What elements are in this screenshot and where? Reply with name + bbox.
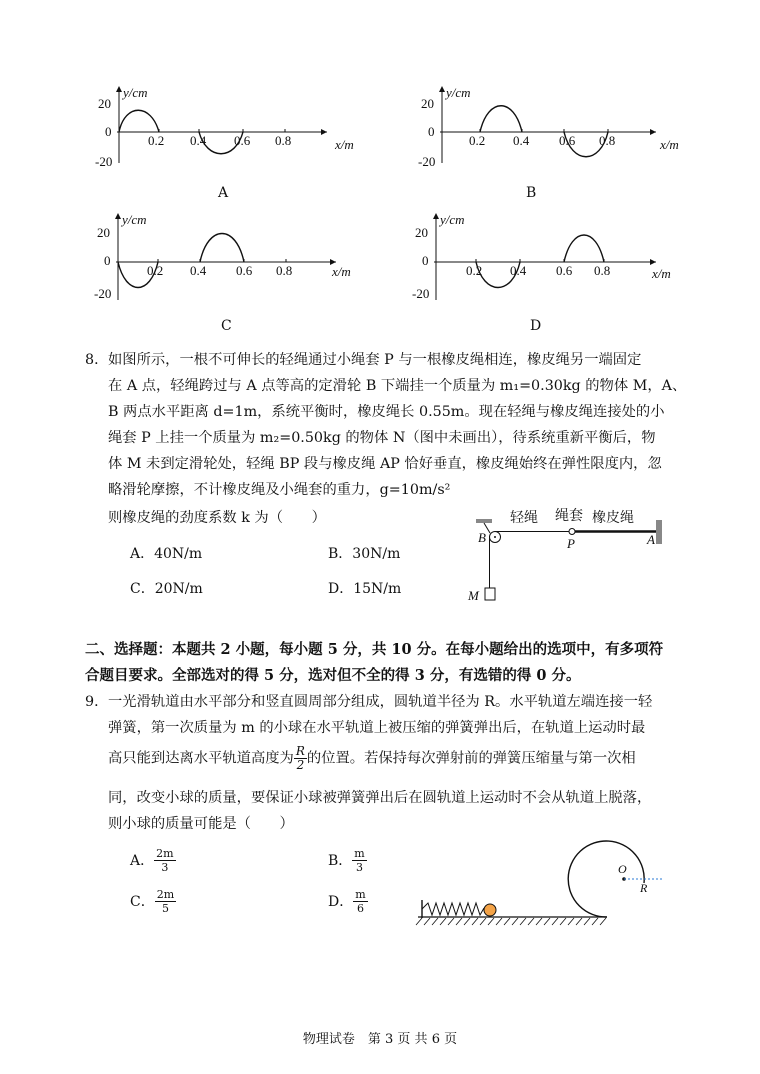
q8-question: 则橡皮绳的劲度系数 k 为（ ） xyxy=(108,510,326,526)
q8-number: 8． xyxy=(85,352,109,368)
q8-option-b[interactable]: B．30N/m xyxy=(328,546,401,562)
graph-label-b: B xyxy=(526,185,537,201)
section-2-heading: 合题目要求。全部选对的得 5 分，选对但不全的得 3 分，有选错的得 0 分。 xyxy=(85,667,581,684)
wave-curve xyxy=(564,235,604,262)
q9-option-a[interactable]: A． $\frac{2m}{3}$ xyxy=(130,846,174,874)
q9-question: 则小球的质量可能是（ ） xyxy=(108,816,294,832)
x-axis-label: x/m xyxy=(660,137,679,152)
y-tick: -20 xyxy=(94,286,112,301)
x-axis-label: x/m xyxy=(652,266,671,281)
y-tick: 20 xyxy=(98,96,111,111)
x-tick: 0.6 xyxy=(559,133,576,148)
y-tick: 20 xyxy=(421,96,434,111)
loop-label: 绳套 xyxy=(555,509,583,524)
y-tick: -20 xyxy=(418,154,436,169)
x-tick: 0.2 xyxy=(469,133,486,148)
x-tick: 0.8 xyxy=(275,133,292,148)
x-axis-label: x/m xyxy=(335,137,354,152)
y-axis-label: y/cm xyxy=(123,85,148,100)
wave-curve xyxy=(119,110,159,132)
q8-line: 绳套 P 上挂一个质量为 m₂=0.50kg 的物体 N（图中未画出），待系统重新平衡后，物 xyxy=(108,430,656,446)
loop-p-label: P xyxy=(567,536,575,551)
center-o-label: O xyxy=(618,862,627,876)
q8-line: 体 M 未到定滑轮处，轻绳 BP 段与橡皮绳 AP 恰好垂直，橡皮绳始终在弹性限度内，忽 xyxy=(108,456,662,472)
q9-figure-loop-track xyxy=(412,830,682,930)
q8-line: 在 A 点，轻绳跨过与 A 点等高的定滑轮 B 下端挂一个质量为 m₁=0.30kg 的物体 M，A、 xyxy=(108,378,687,394)
x-tick: 0.8 xyxy=(594,263,611,278)
x-tick: 0.6 xyxy=(556,263,573,278)
wave-curve xyxy=(200,234,244,263)
y-tick: 20 xyxy=(415,225,428,240)
graph-label-d: D xyxy=(530,318,542,334)
graph-label-c: C xyxy=(221,318,232,334)
rubber-rope-label: 橡皮绳 xyxy=(592,511,634,526)
q8-line: 略滑轮摩擦，不计橡皮绳及小绳套的重力，g=10m/s² xyxy=(108,482,451,498)
x-tick: 0.6 xyxy=(236,263,253,278)
page-footer: 物理试卷 第 3 页 共 6 页 xyxy=(302,1032,458,1047)
y-axis-label: y/cm xyxy=(440,212,465,227)
wave-graph-c xyxy=(92,212,362,307)
x-tick: 0.6 xyxy=(234,133,251,148)
x-tick: 0.2 xyxy=(147,263,164,278)
y-tick: 0 xyxy=(428,124,435,139)
y-tick: -20 xyxy=(412,286,430,301)
q9-option-c[interactable]: C． $\frac{2m}{5}$ xyxy=(130,887,175,915)
wave-graph-b xyxy=(418,85,688,175)
wave-curve xyxy=(480,106,522,132)
y-tick: -20 xyxy=(95,154,113,169)
x-tick: 0.2 xyxy=(148,133,165,148)
mass-m-label: M xyxy=(468,588,479,603)
light-rope-label: 轻绳 xyxy=(510,511,538,526)
pulley-b-label: B xyxy=(478,530,486,545)
q8-figure-pulley xyxy=(462,506,672,614)
q9-line: 同，改变小球的质量，要保证小球被弹簧弹出后在圆轨道上运动时不会从轨道上脱落， xyxy=(108,790,652,806)
q8-option-d[interactable]: D．15N/m xyxy=(328,581,402,597)
section-2-heading: 二、选择题：本题共 2 小题，每小题 5 分，共 10 分。在每小题给出的选项中，有多项符 xyxy=(85,641,664,658)
x-tick: 0.4 xyxy=(190,263,207,278)
y-tick: 0 xyxy=(104,253,111,268)
x-tick: 0.4 xyxy=(510,263,527,278)
y-tick: 0 xyxy=(422,253,429,268)
q8-option-c[interactable]: C．20N/m xyxy=(130,581,203,597)
q9-option-d[interactable]: D． $\frac{m}{6}$ xyxy=(328,887,366,915)
q8-option-a[interactable]: A．40N/m xyxy=(130,546,203,562)
wave-graph-d xyxy=(412,212,682,307)
y-tick: 20 xyxy=(97,225,110,240)
x-tick: 0.8 xyxy=(276,263,293,278)
anchor-a-label: A xyxy=(647,532,655,547)
q9-line: 弹簧，第一次质量为 m 的小球在水平轨道上被压缩的弹簧弹出后，在轨道上运动时最 xyxy=(108,720,646,736)
y-axis-label: y/cm xyxy=(446,85,471,100)
radius-r-label: R xyxy=(640,881,648,895)
x-axis-label: x/m xyxy=(332,264,351,279)
x-tick: 0.2 xyxy=(466,263,483,278)
graph-label-a: A xyxy=(218,185,229,201)
q9-number: 9． xyxy=(85,694,109,710)
x-tick: 0.4 xyxy=(513,133,530,148)
q9-option-b[interactable]: B． $\frac{m}{3}$ xyxy=(328,846,365,874)
x-tick: 0.4 xyxy=(190,133,207,148)
q9-line: 一光滑轨道由水平部分和竖直圆周部分组成，圆轨道半径为 R。水平轨道左端连接一轻 xyxy=(108,694,653,710)
y-tick: 0 xyxy=(105,124,112,139)
q8-line: B 两点水平距离 d=1m，系统平衡时，橡皮绳长 0.55m。现在轻绳与橡皮绳连接处的小 xyxy=(108,404,665,420)
fraction-r-over-2: $\frac{R}{2}$ xyxy=(295,744,305,772)
y-axis-label: y/cm xyxy=(122,212,147,227)
x-tick: 0.8 xyxy=(599,133,616,148)
wave-graph-a xyxy=(95,85,355,175)
q9-line-with-fraction: 高只能到达离水平轨道高度为 $\frac{R}{2}$ 的位置。若保持每次弹射前的弹簧压缩量与第一次相 xyxy=(108,744,636,772)
q8-line: 如图所示，一根不可伸长的轻绳通过小绳套 P 与一根橡皮绳相连，橡皮绳另一端固定 xyxy=(108,352,642,368)
